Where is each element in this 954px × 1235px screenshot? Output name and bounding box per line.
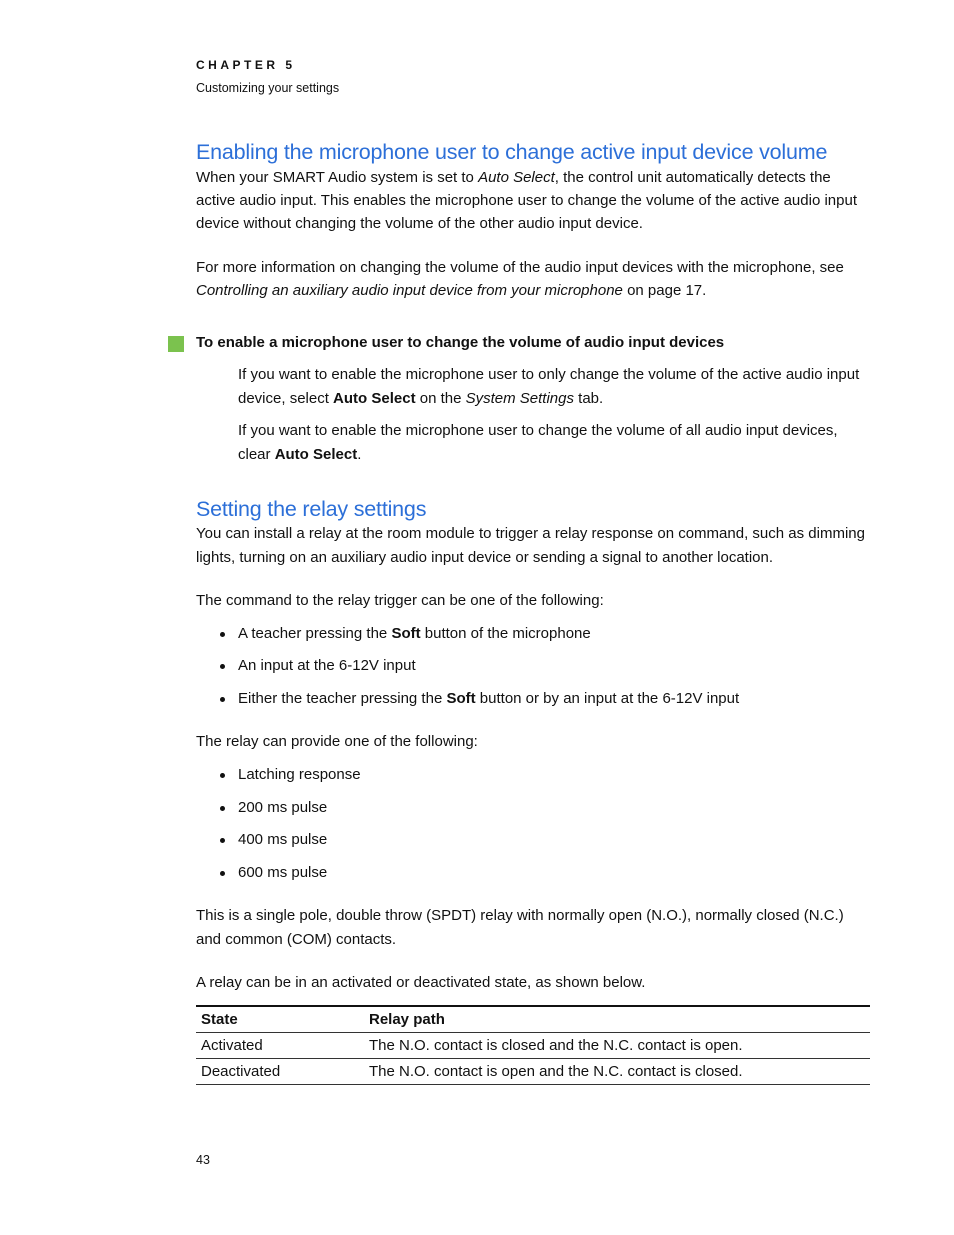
text-run: tab. (574, 390, 604, 407)
list-item (220, 830, 327, 850)
relay-state-table (196, 1005, 870, 1085)
text-run: . (357, 446, 362, 463)
italic-text: Controlling an auxiliary audio input device from your microphone (196, 282, 623, 299)
list-item (220, 689, 739, 709)
section-heading-relay-settings: Setting the relay settings (196, 497, 427, 521)
chapter-title: Customizing your settings (196, 81, 340, 95)
bold-text: Soft (446, 690, 476, 707)
list-item-text (238, 625, 591, 642)
bold-text: Auto Select (333, 390, 416, 407)
text-run: An input at the 6-12V input (238, 657, 416, 674)
text-run: If you want to enable the microphone user to change the volume of all audio input devices, clear (238, 422, 838, 463)
text-run: , the control unit automatically detects the active audio input. This enables the microphone user to change the volume of the active audio input device without changing the volume of the other audio input device. (196, 169, 857, 232)
procedure-square-icon (168, 336, 184, 352)
section-heading-microphone-volume: Enabling the microphone user to change active input device volume (196, 140, 828, 164)
text-run: A teacher pressing the (238, 625, 392, 642)
list-item (220, 656, 416, 676)
list-item (220, 624, 591, 644)
text-run: on the (415, 390, 466, 407)
procedure-step-2 (238, 419, 874, 467)
table-header-relay-path: Relay path (364, 1006, 870, 1033)
list-item (220, 798, 327, 818)
text-run: on page 17. (622, 282, 707, 299)
list-item-text (238, 690, 739, 707)
section2-paragraph-3: The relay can provide one of the following: (196, 733, 478, 750)
section2-paragraph-4: This is a single pole, double throw (SPDT) relay with normally open (N.O.), normally closed (N.C.) and common (COM) contacts. (196, 907, 844, 948)
section2-paragraph-1: You can install a relay at the room module to trigger a relay response on command, such as dimming lights, turning on an auxiliary audio input device or sending a signal to another location. (196, 525, 865, 566)
table-row (196, 1033, 870, 1059)
bold-text: Soft (391, 625, 421, 642)
list-item-text: 400 ms pulse (238, 831, 328, 848)
section1-paragraph-2 (196, 256, 870, 302)
text-run: button of the microphone (420, 625, 591, 642)
table-cell-state: Activated (196, 1033, 364, 1059)
section1-paragraph-1 (196, 166, 870, 235)
list-item-text: 600 ms pulse (238, 864, 328, 881)
table-cell-relay-path: The N.O. contact is closed and the N.C. contact is open. (364, 1033, 870, 1059)
text-run: button or by an input at the 6-12V input (475, 690, 740, 707)
list-item-text: 200 ms pulse (238, 799, 328, 816)
table-row (196, 1059, 870, 1085)
bold-text: Auto Select (274, 446, 358, 463)
list-item (220, 863, 327, 883)
table-header-row (196, 1006, 870, 1033)
section2-paragraph-5: A relay can be in an activated or deactivated state, as shown below. (196, 974, 646, 991)
table-cell-relay-path: The N.O. contact is open and the N.C. contact is closed. (364, 1059, 870, 1085)
table-header-state: State (196, 1006, 364, 1033)
italic-text: Auto Select (478, 169, 555, 186)
text-run: For more information on changing the volume of the audio input devices with the microphone, see (196, 259, 844, 276)
procedure-step-1 (238, 363, 874, 411)
page-number: 43 (196, 1153, 210, 1167)
list-item-text (238, 657, 416, 674)
table-cell-state: Deactivated (196, 1059, 364, 1085)
section2-paragraph-2: The command to the relay trigger can be one of the following: (196, 592, 604, 609)
procedure-title: To enable a microphone user to change the volume of audio input devices (196, 334, 725, 351)
list-item (220, 765, 361, 785)
text-run: When your SMART Audio system is set to (196, 169, 479, 186)
chapter-label: CHAPTER 5 (196, 58, 296, 72)
text-run: If you want to enable the microphone user to only change the volume of the active audio input device, select (238, 366, 860, 407)
italic-text: System Settings (465, 390, 574, 407)
list-item-text: Latching response (238, 766, 361, 783)
text-run: Either the teacher pressing the (238, 690, 447, 707)
